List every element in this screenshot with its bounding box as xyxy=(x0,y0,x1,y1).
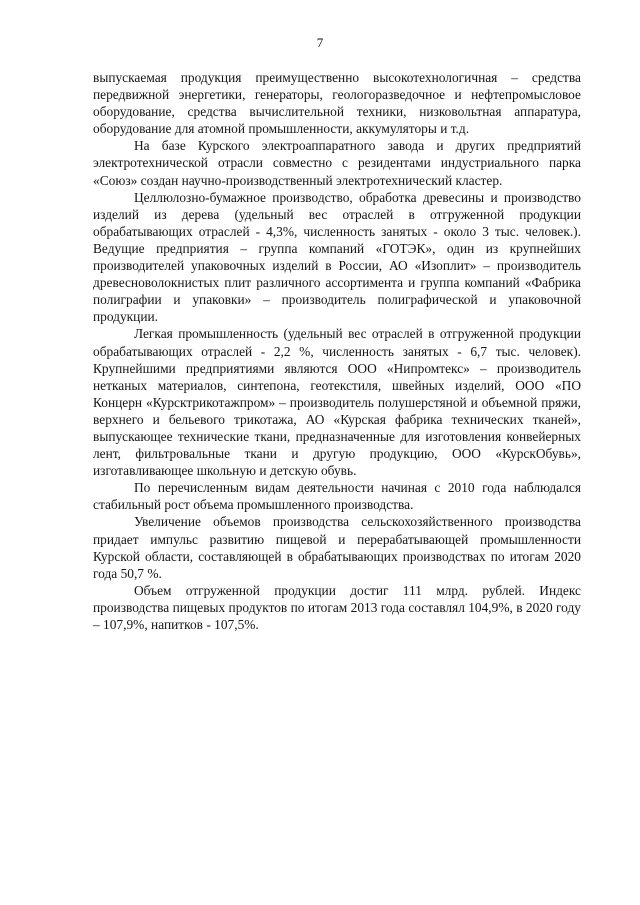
paragraph-pulp-paper: Целлюлозно-бумажное производство, обработка древесины и производство изделий из дерева (удельный вес отраслей в отгруженной продукции обрабатывающих отраслей - 4,3%, численность занятых - около 3 тыс. человек.). Ведущие предприятия – группа компаний «ГОТЭК», один из крупнейших производителей упаковочных изделий в России, АО «Изоплит» – производитель древесноволокнистых плит различного ассортимента и группа компаний «Фабрика полиграфии и упаковки» – производитель полиграфической и упаковочной продукции. xyxy=(93,189,581,325)
page-number: 7 xyxy=(316,35,324,50)
paragraph-continuation: выпускаемая продукция преимущественно высокотехнологичная – средства передвижной энергетики, генераторы, геологоразведочное и нефтепромысловое оборудование, средства вычислительной техники, низковольтная аппаратура, оборудование для атомной промышленности, аккумуляторы и т.д. xyxy=(93,70,581,137)
paragraph-light-industry: Легкая промышленность (удельный вес отраслей в отгруженной продукции обрабатывающих отраслей - 2,2 %, численность занятых - 6,7 тыс. человек). Крупнейшими предприятиями являются ООО «Нипромтекс» – производитель нетканых материалов, синтепона, геотекстиля, швейных изделий, ООО «ПО Концерн «Курсктрикотажпром» – производитель полушерстяной и объемной пряжи, верхнего и бельевого трикотажа, АО «Курская фабрика технических тканей», выпускающее технические ткани, предназначенные для изготовления конвейерных лент, фильтровальные ткани и другую продукцию, ООО «КурскОбувь», изготавливающее школьную и детскую обувь. xyxy=(93,326,581,479)
paragraph-food-industry: Увеличение объемов производства сельскохозяйственного производства придает импульс развитию пищевой и перерабатывающей промышленности Курской области, составляющей в обрабатывающих производствах по итогам 2020 года 50,7 %. xyxy=(93,514,581,581)
paragraph-shipped-products: Объем отгруженной продукции достиг 111 млрд. рублей. Индекс производства пищевых продуктов по итогам 2013 года составлял 104,9%, в 2020 году – 107,9%, напитков - 107,5%. xyxy=(93,582,581,632)
document-body xyxy=(93,69,581,633)
paragraph-growth-since-2010: По перечисленным видам деятельности начиная с 2010 года наблюдался стабильный рост объема промышленного производства. xyxy=(93,480,581,513)
paragraph-electro-cluster: На базе Курского электроаппаратного завода и других предприятий электротехнической отрасли совместно с резидентами индустриального парка «Союз» создан научно-производственный электротехнический кластер. xyxy=(93,138,581,188)
